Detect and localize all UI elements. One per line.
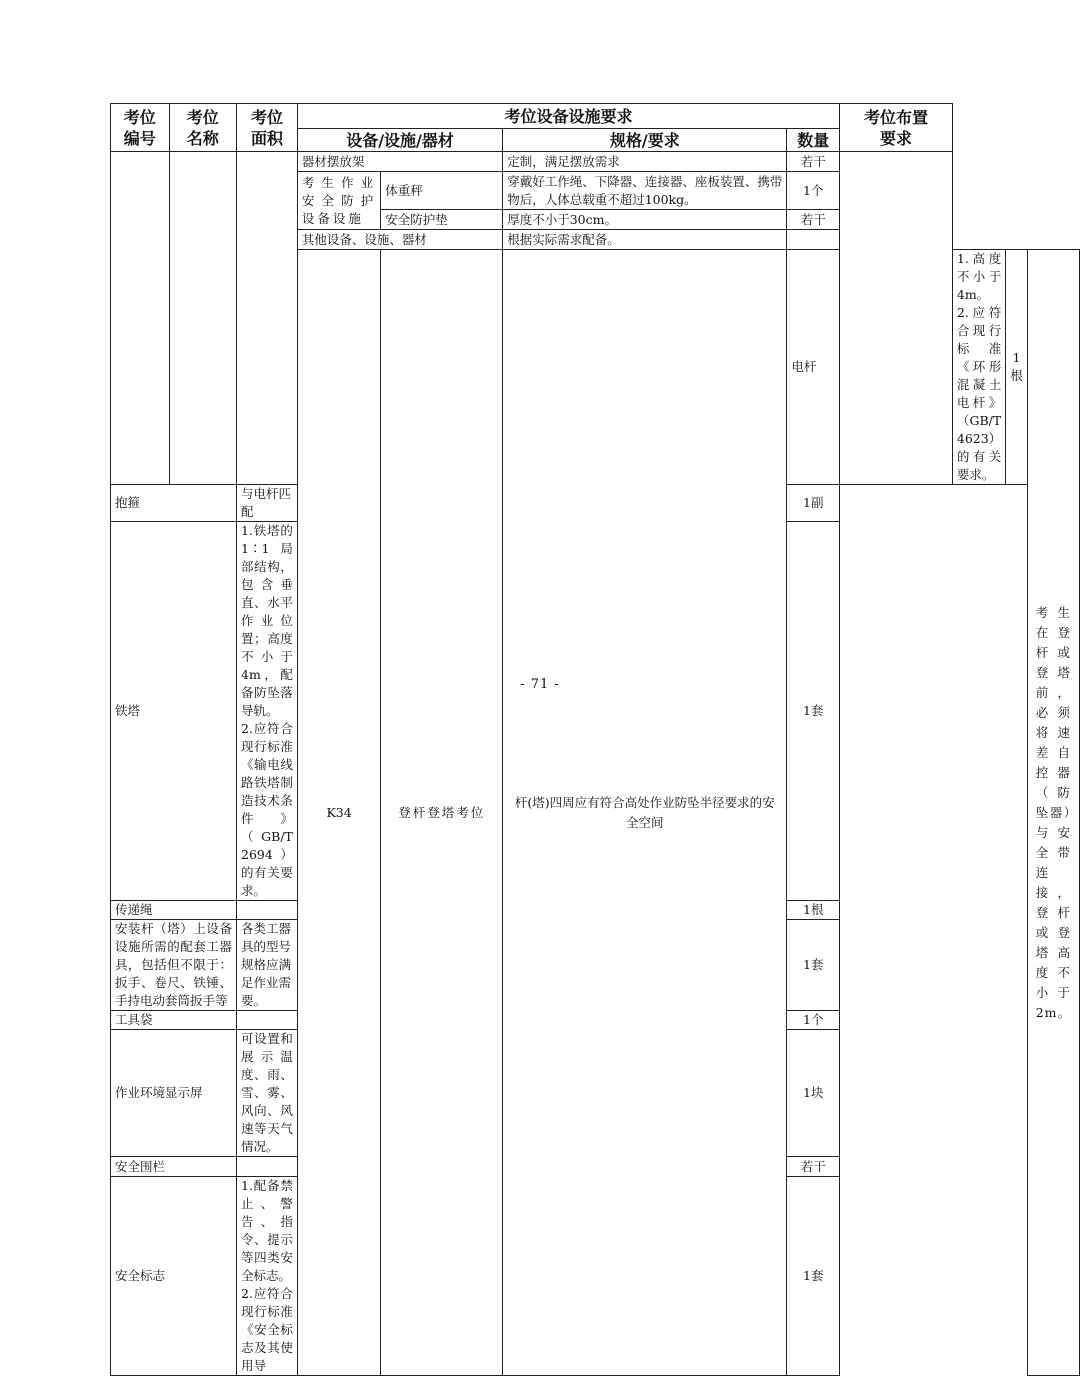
k34-area-cell [503,250,787,1376]
spec-cell: 厚度不小于30cm。 [503,210,787,230]
spec-line: 2.应符合现行标准《输电线路铁塔制造技术条件》（GB/T 2694）的有关要求。 [241,721,293,898]
qty-cell: 若干 [787,1157,840,1177]
spec-cell: 穿戴好工作绳、下降器、连接器、座板装置、携带物后，人体总载重不超过100kg。 [503,172,787,210]
spec-cell [237,1177,298,1376]
qty-cell: 1根 [1006,250,1028,485]
qty-cell: 1块 [787,1030,840,1157]
spec-line: 1.高度不小于4m。 [956,251,1002,302]
qty-cell: 1套 [787,920,840,1011]
spec-line: 1.配备禁止、警告、指令、提示等四类安全标志。 [241,1178,293,1283]
header-group: 考位设备设施要求 [297,104,839,129]
header-name-line2: 名称 [186,128,219,148]
k34-layout-cell [1027,250,1079,1376]
spec-line: 2.应符合现行标准《安全标志及其使用导 [241,1286,293,1373]
equipment-cell: 体重秤 [381,172,503,210]
qty-cell: 若干 [787,210,840,230]
qty-cell: 1根 [787,901,840,920]
equipment-cell: 传递绳 [111,901,237,920]
equipment-cell: 安全标志 [111,1177,237,1376]
k34-area: 杆(塔)四周应有符合高处作业防坠半径要求的安全空间 [514,794,775,830]
header-equipment: 设备/设施/器材 [297,129,502,152]
spec-cell: 根据实际需求配备。 [503,230,787,250]
equipment-cell: 安全防护垫 [381,210,503,230]
k34-name: 登杆登塔考位 [398,804,486,820]
equipment-cell: 工具袋 [111,1011,237,1030]
spec-cell: 与电杆匹配 [237,485,298,522]
header-area-line2: 面积 [250,128,283,148]
header-layout-line2: 要求 [879,128,912,148]
spec-cell [237,1157,298,1177]
equipment-cell: 安装杆（塔）上设备设施所需的配套工器具，包括但不限于：扳手、卷尺、铁锤、手持电动套筒扳手等 [111,920,237,1011]
header-area [237,104,298,152]
blank-code-cell [111,152,170,485]
spec-line: 1.铁塔的1∶1局部结构，包含垂直、水平作业位置；高度不小于4m，配备防坠落导轨。 [241,523,293,718]
table-row [111,152,1080,172]
requirements-table-wrapper [110,103,1080,1376]
qty-cell: 1套 [787,522,840,901]
group-label-cell [297,172,380,230]
spec-line: 2.应符合现行标准《环形混凝土电杆》（GB/T 4623）的有关要求。 [956,305,1002,482]
group-label: 考生作业安全防护设备设施 [301,174,377,226]
header-layout-line1: 考位布置 [863,107,928,127]
header-name-line1: 考位 [186,107,219,127]
k34-name-cell [381,250,503,1376]
page-number: - 71 - [520,677,560,692]
equipment-cell: 安全围栏 [111,1157,237,1177]
equipment-cell: 其他设备、设施、器材 [297,230,502,250]
qty-cell: 1个 [787,172,840,210]
header-qty: 数量 [787,129,840,152]
spec-cell [237,901,298,920]
header-spec: 规格/要求 [503,129,787,152]
spec-cell [952,250,1005,485]
spec-cell [237,1011,298,1030]
qty-cell: 1个 [787,1011,840,1030]
qty-cell: 若干 [787,152,840,172]
blank-name-cell [169,152,236,485]
equipment-cell: 铁塔 [111,522,237,901]
header-layout [840,104,953,152]
qty-cell [787,230,840,250]
k34-layout: 考生在登杆或登塔前，必须将速差自控器（防坠器）与安全带连接，登杆或登塔高度不小于2m。 [1035,604,1072,1020]
header-row-1 [111,104,1080,129]
header-name [169,104,236,152]
equipment-cell: 抱箍 [111,485,237,522]
header-area-line1: 考位 [250,107,283,127]
equipment-cell: 器材摆放架 [297,152,502,172]
spec-cell: 各类工器具的型号规格应满足作业需要。 [237,920,298,1011]
header-code [111,104,170,152]
qty-cell: 1副 [787,485,840,522]
blank-area-cell [237,152,298,485]
spec-cell [237,522,298,901]
k34-code-cell: K34 [297,250,380,1376]
header-code-line2: 编号 [123,128,156,148]
spec-cell: 定制，满足摆放需求 [503,152,787,172]
spec-cell: 可设置和展示温度、雨、雪、雾、风向、风速等天气情况。 [237,1030,298,1157]
qty-cell: 1套 [787,1177,840,1376]
requirements-table [110,103,1080,1376]
header-code-line1: 考位 [123,107,156,127]
equipment-cell: 电杆 [787,250,952,485]
equipment-cell: 作业环境显示屏 [111,1030,237,1157]
